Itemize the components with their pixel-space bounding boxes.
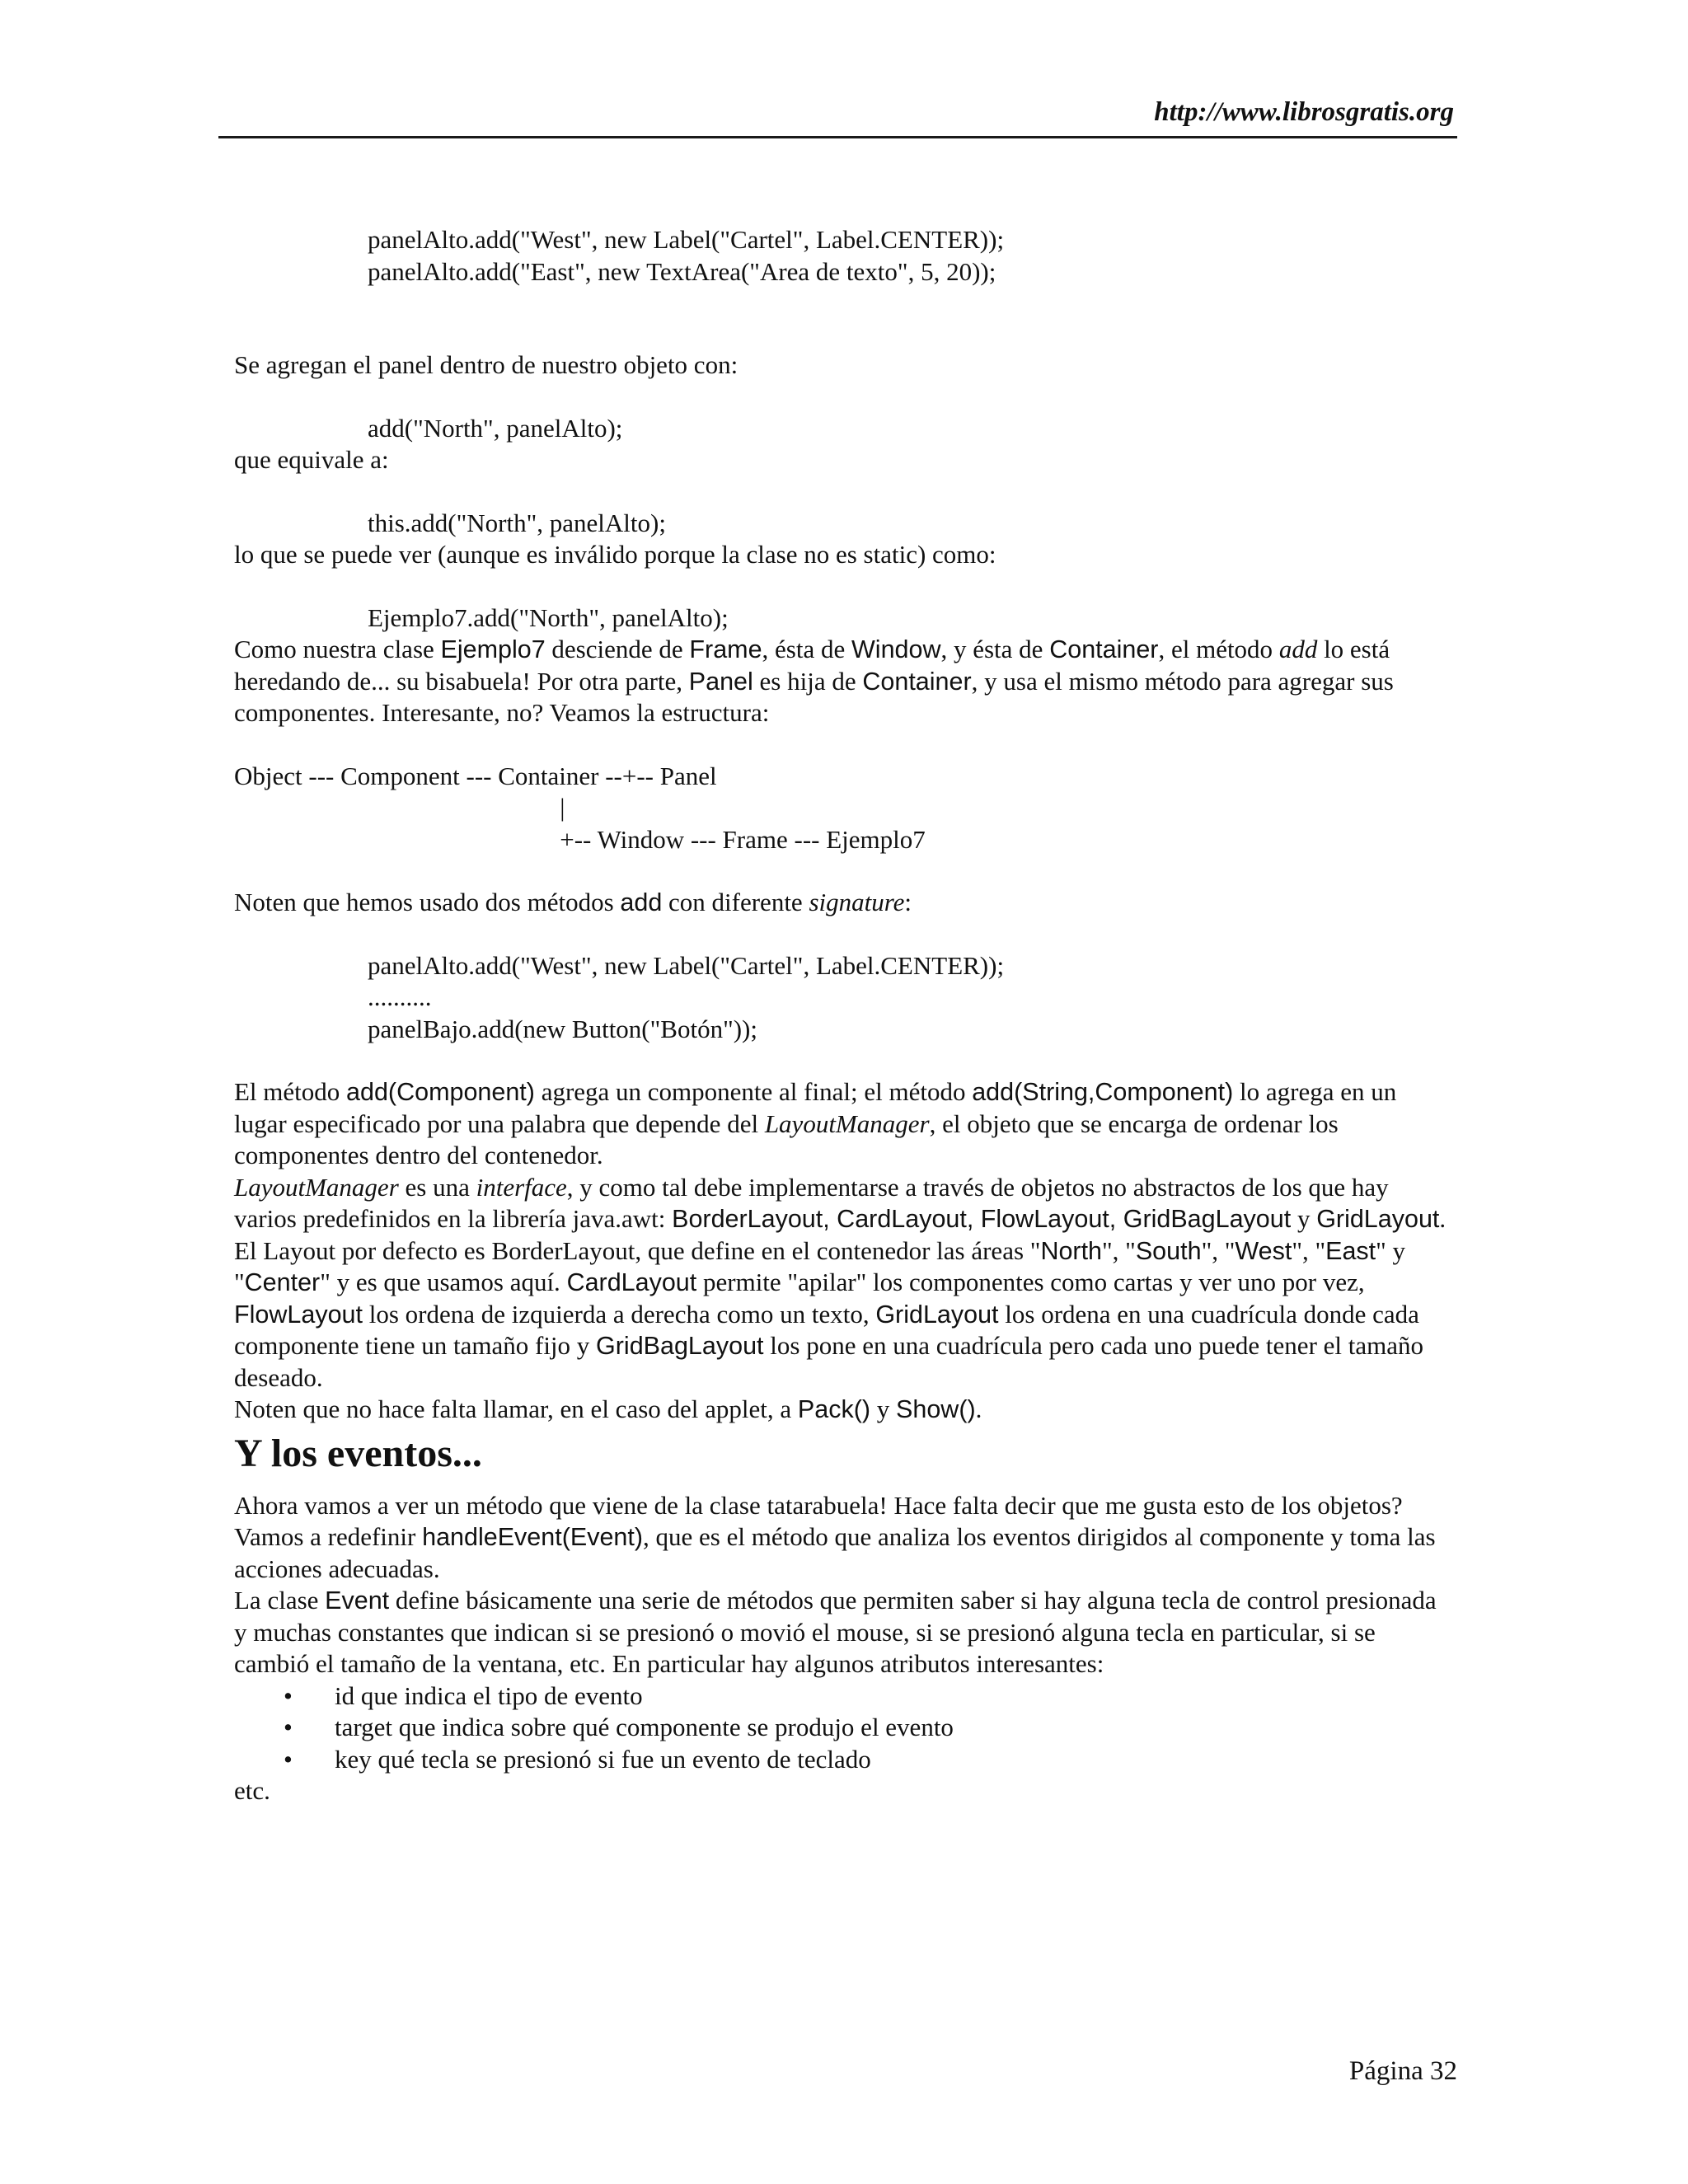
- class-name: GridBagLayout: [596, 1332, 764, 1360]
- text-run: ", ": [1201, 1235, 1236, 1265]
- method-name: Pack(): [797, 1395, 871, 1423]
- method-name: add(String,Component): [972, 1078, 1234, 1106]
- page-content: [234, 224, 1454, 1807]
- italic-term: interface: [476, 1172, 567, 1202]
- section-heading: Y los eventos...: [234, 1431, 482, 1475]
- text-run: , y ésta de: [940, 635, 1050, 663]
- text-run: ", ": [1102, 1235, 1136, 1265]
- code-line: add("North", panelAlto);: [368, 413, 623, 443]
- method-name: handleEvent(Event): [422, 1523, 644, 1551]
- area-name: Center: [244, 1268, 321, 1296]
- class-name: FlowLayout: [234, 1300, 363, 1329]
- paragraph-lo-que: lo que se puede ver (aunque es inválido porque la clase no es static) como:: [234, 540, 996, 569]
- text-run: es una: [398, 1172, 476, 1202]
- spacer: [234, 476, 1454, 508]
- text-run: , ésta de: [762, 635, 851, 663]
- class-tree-line: Object --- Component --- Container --+-- Panel: [234, 761, 717, 790]
- code-line: this.add("North", panelAlto);: [368, 508, 666, 537]
- spacer: [234, 1045, 1454, 1076]
- paragraph-equivale: que equivale a:: [234, 445, 389, 474]
- bullet-icon: •: [284, 1744, 293, 1774]
- text-run: es hija de: [753, 666, 863, 696]
- text-run: , y usa el mismo método para agregar sus componentes. Interesante, no? Veamos la estructura:: [234, 666, 1394, 727]
- class-tree-line: +-- Window --- Frame --- Ejemplo7: [234, 824, 926, 854]
- text-run: El Layout por defecto es BorderLayout, que define en el contenedor las áreas ": [234, 1235, 1041, 1265]
- area-name: West: [1235, 1236, 1292, 1265]
- text-run: Como nuestra clase: [234, 635, 441, 663]
- list-item: [234, 1680, 1454, 1713]
- text-run: .: [1439, 1204, 1447, 1233]
- paragraph-redefinir: [234, 1521, 1454, 1585]
- code-line: panelAlto.add("East", new TextArea("Area de texto", 5, 20));: [368, 256, 996, 286]
- spacer: [234, 855, 1454, 887]
- spacer: [234, 382, 1454, 413]
- class-name: CardLayout: [566, 1268, 697, 1296]
- paragraph-herencia: [234, 634, 1454, 729]
- text-run: El método: [234, 1077, 347, 1106]
- paragraph-layout-defecto: [234, 1235, 1454, 1394]
- class-name: GridLayout: [875, 1300, 999, 1329]
- class-name: GridLayout: [1316, 1205, 1440, 1233]
- class-name: Frame: [689, 635, 762, 663]
- spacer: [234, 288, 1454, 349]
- text-run: Vamos a redefinir: [234, 1522, 423, 1551]
- text-run: " y es que usamos aquí.: [320, 1268, 567, 1296]
- text-run: los ordena en una cuadrícula donde cada componente tiene un tamaño fijo y: [234, 1299, 1419, 1360]
- italic-term: LayoutManager: [764, 1108, 930, 1138]
- text-run: con diferente: [662, 888, 809, 916]
- spacer: [234, 571, 1454, 602]
- header-url: http://www.librosgratis.org: [1154, 97, 1454, 127]
- header-rule: [218, 136, 1457, 138]
- list-item: [234, 1744, 1454, 1776]
- spacer: [234, 919, 1454, 950]
- class-name: Window: [851, 635, 941, 663]
- list-item-text: id que indica el tipo de evento: [335, 1680, 643, 1710]
- method-name: add(Component): [346, 1078, 535, 1106]
- list-item: [234, 1712, 1454, 1744]
- paragraph-ahora: Ahora vamos a ver un método que viene de la clase tatarabuela! Hace falta decir que me gusta esto de los objetos?: [234, 1490, 1403, 1520]
- text-run: agrega un componente al final; el método: [534, 1077, 973, 1106]
- italic-term: signature: [809, 888, 905, 916]
- paragraph-pack: [234, 1394, 1454, 1426]
- text-run: ", ": [1292, 1235, 1326, 1265]
- text-run: lo agrega en un lugar especificado por una palabra que depende del: [234, 1077, 1397, 1138]
- text-run: .: [975, 1394, 982, 1423]
- area-name: South: [1135, 1236, 1202, 1265]
- text-run: lo está heredando de... su bisabuela! Por otra parte,: [234, 635, 1390, 696]
- class-name: Ejemplo7: [440, 635, 546, 663]
- class-name: Container: [1049, 635, 1159, 663]
- text-run: define básicamente una serie de métodos que permiten saber si hay alguna tecla de control presionada y muchas constantes que indican si se presionó o movió el mouse, si se presionó alguna tecla en particular, si se cambió el tamaño de la ventana, etc. En particular hay algunos atributos interesantes:: [234, 1586, 1437, 1678]
- page-number: Página 32: [1348, 2056, 1457, 2086]
- text-run: desciende de: [545, 635, 690, 663]
- paragraph-noten: [234, 887, 1454, 919]
- text-run: , el objeto que se encarga de ordenar los componentes dentro del contenedor.: [234, 1108, 1339, 1169]
- list-item-text: target que indica sobre qué componente se produjo el evento: [335, 1713, 954, 1741]
- text-run: permite "apilar" los componentes como cartas y ver uno por vez,: [696, 1268, 1365, 1296]
- spacer: [234, 729, 1454, 761]
- text-run: " y ": [234, 1235, 1406, 1296]
- class-name: BorderLayout, CardLayout, FlowLayout, GridBagLayout: [672, 1205, 1292, 1233]
- text-run: y: [1291, 1204, 1317, 1233]
- code-line: panelAlto.add("West", new Label("Cartel", Label.CENTER));: [368, 950, 1005, 980]
- code-line: panelBajo.add(new Button("Botón"));: [368, 1014, 757, 1043]
- text-run: :: [904, 888, 912, 916]
- text-run: Noten que no hace falta llamar, en el caso del applet, a: [234, 1394, 798, 1423]
- text-run: Noten que hemos usado dos métodos: [234, 888, 621, 916]
- text-run: , que es el método que analiza los eventos dirigidos al componente y toma las acciones adecuadas.: [234, 1522, 1436, 1583]
- text-run: y: [870, 1394, 897, 1423]
- code-line: ..........: [368, 982, 432, 1011]
- code-line: Ejemplo7.add("North", panelAlto);: [368, 602, 729, 632]
- text-run: , el método: [1158, 635, 1279, 663]
- italic-term: LayoutManager: [234, 1172, 399, 1202]
- bullet-icon: •: [284, 1713, 293, 1741]
- paragraph-event: [234, 1585, 1454, 1680]
- italic-term: add: [1278, 635, 1318, 663]
- method-name: add: [620, 888, 663, 916]
- area-name: East: [1325, 1236, 1376, 1265]
- paragraph-add-intro: Se agregan el panel dentro de nuestro objeto con:: [234, 350, 738, 379]
- class-name: Container: [862, 667, 972, 696]
- paragraph-metodo: [234, 1076, 1454, 1172]
- class-name: Event: [325, 1586, 390, 1615]
- text-run: La clase: [234, 1586, 326, 1615]
- text-run: , y como tal debe implementarse a través de objetos no abstractos de los que hay varios predefinidos en la librería java.awt:: [234, 1172, 1389, 1233]
- paragraph-etc: etc.: [234, 1776, 270, 1805]
- bullet-icon: •: [284, 1680, 293, 1710]
- class-tree-line: |: [234, 793, 565, 822]
- paragraph-layoutmanager: [234, 1172, 1454, 1235]
- area-name: North: [1040, 1236, 1103, 1265]
- text-run: los pone en una cuadrícula pero cada uno puede tener el tamaño deseado.: [234, 1331, 1424, 1392]
- code-line: panelAlto.add("West", new Label("Cartel", Label.CENTER));: [368, 225, 1005, 254]
- method-name: Show(): [896, 1395, 976, 1423]
- text-run: los ordena de izquierda a derecha como un texto,: [362, 1299, 876, 1329]
- list-item-text: key qué tecla se presionó si fue un evento de teclado: [335, 1744, 871, 1774]
- class-name: Panel: [688, 667, 753, 696]
- attribute-list: [234, 1680, 1454, 1776]
